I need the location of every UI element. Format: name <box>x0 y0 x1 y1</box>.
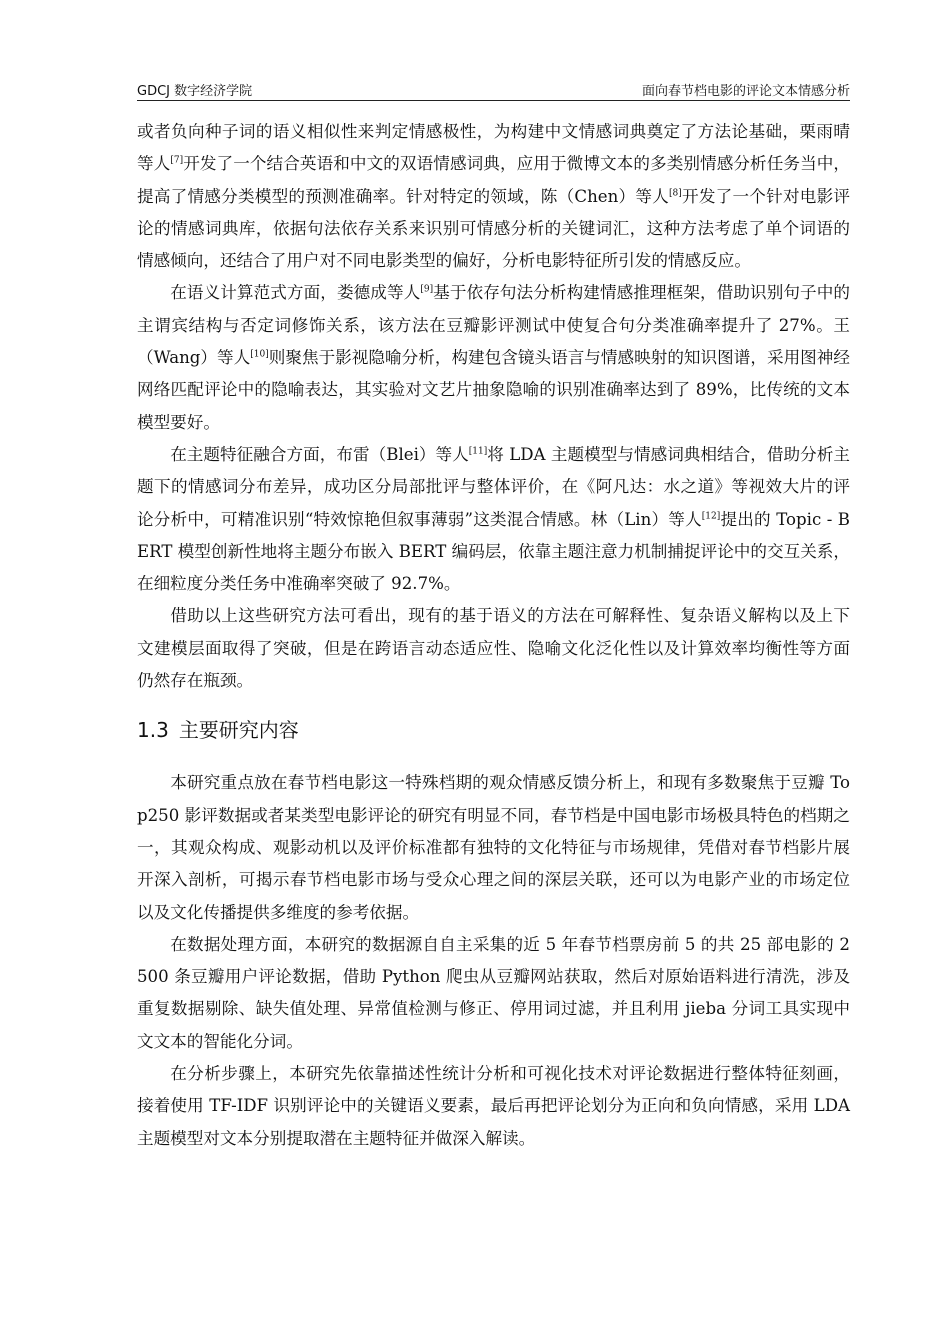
paragraph-lexicon-methods <box>137 116 850 277</box>
text-run: 提出的 Topic - BERT 模型创新性地将主题分布嵌入 BERT 编码层，依靠主题注意力机制捕捉评论中的交互关系，在细粒度分类任务中准确率突破了 92.7%。 <box>137 509 850 594</box>
text-run: 基于依存句法分析构建情感推理框架，借助识别句子中的主谓宾结构与否定词修饰关系，该方法在豆瓣影评测试中使复合句分类准确率提升了 27%。王（Wang）等人 <box>137 283 851 368</box>
text-run: 或者负向种子词的语义相似性来判定情感极性，为构建中文情感词典奠定了方法论基础，栗雨晴等人 <box>137 122 850 174</box>
citation-ref: [11] <box>468 446 488 457</box>
body-content <box>137 116 850 1155</box>
text-run: 开发了一个针对电影评论的情感词典库，依据句法依存关系来识别可情感分析的关键词汇，这种方法考虑了单个词语的情感倾向，还结合了用户对不同电影类型的偏好，分析电影特征所引发的情感反应。 <box>137 186 851 271</box>
header-paper-title: 面向春节档电影的评论文本情感分析 <box>641 84 850 99</box>
paragraph-research-focus: 本研究重点放在春节档电影这一特殊档期的观众情感反馈分析上，和现有多数聚焦于豆瓣 Top250 影评数据或者某类型电影评论的研究有明显不同，春节档是中国电影市场极具特色的档期之一，其观众构成、观影动机以及评价标准都有独特的文化特征与市场规律，凭借对春节档影片展开深入剖析，可揭示春节档电影市场与受众心理之间的深层关联，还可以为电影产业的市场定位以及文化传播提供多维度的参考依据。 <box>137 773 850 922</box>
running-header <box>137 74 850 101</box>
paragraph-data-processing: 在数据处理方面，本研究的数据源自自主采集的近 5 年春节档票房前 5 的共 25 部电影的 2500 条豆瓣用户评论数据，借助 Python 爬虫从豆瓣网站获取，然后对原始语料进行清洗，涉及重复数据剔除、缺失值处理、异常值检测与修正、停用词过滤，并且利用 jieba 分词工具实现中文文本的智能化分词。 <box>137 934 850 1051</box>
citation-ref: [12] <box>701 511 721 522</box>
paragraph-summary: 借助以上这些研究方法可看出，现有的基于语义的方法在可解释性、复杂语义解构以及上下文建模层面取得了突破，但是在跨语言动态适应性、隐喻文化泛化性以及计算效率均衡性等方面仍然存在瓶颈。 <box>137 606 850 691</box>
paragraph-analysis-steps: 在分析步骤上，本研究先依靠描述性统计分析和可视化技术对评论数据进行整体特征刻画，接着使用 TF-IDF 识别评论中的关键语义要素，最后再把评论划分为正向和负向情感，采用 LDA 主题模型对文本分别提取潜在主题特征并做深入解读。 <box>137 1064 850 1148</box>
section-number: 1.3 <box>137 718 169 743</box>
citation-ref: [10] <box>250 349 269 360</box>
text-run: 将 LDA 主题模型与情感词典相结合，借助分析主题下的情感词分布差异，成功区分局部批评与整体评价，在《阿凡达：水之道》等视效大片的评论分析中，可精准识别“特效惊艳但叙事薄弱”这类混合情感。林（Lin）等人 <box>137 444 850 529</box>
text-run: 在主题特征融合方面，布雷（Blei）等人 <box>170 444 469 464</box>
text-run: 则聚焦于影视隐喻分析，构建包含镜头语言与情感映射的知识图谱，采用图神经网络匹配评论中的隐喻表达，其实验对文艺片抽象隐喻的识别准确率达到了 89%，比传统的文本模型要好。 <box>137 348 850 432</box>
citation-ref: [9] <box>420 284 434 295</box>
section-title-text: 主要研究内容 <box>178 718 299 743</box>
header-institution: GDCJ 数字经济学院 <box>137 84 253 99</box>
paragraph-topic-fusion <box>137 439 850 600</box>
text-run: 开发了一个结合英语和中文的双语情感词典，应用于微博文本的多类别情感分析任务当中，提高了情感分类模型的预测准确率。针对特定的领域，陈（Chen）等人 <box>137 154 851 206</box>
text-run: 在语义计算范式方面，娄德成等人 <box>170 283 421 303</box>
citation-ref: [7] <box>170 155 184 166</box>
section-heading <box>137 697 850 767</box>
citation-ref: [8] <box>669 188 682 199</box>
paragraph-semantic-computing <box>137 277 850 438</box>
